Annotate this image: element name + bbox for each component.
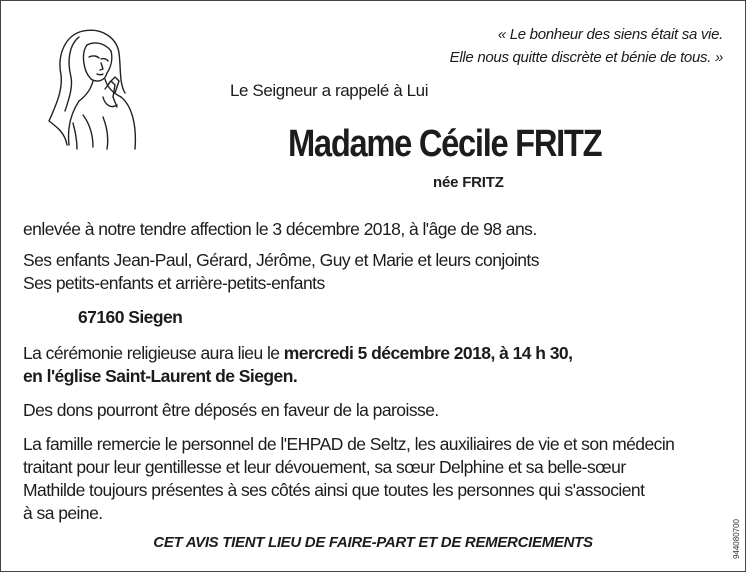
- family-line-1: Ses enfants Jean-Paul, Gérard, Jérôme, Guy et Marie et leurs conjoints: [23, 250, 539, 270]
- ceremony-date: mercredi 5 décembre 2018, à 14 h 30,: [283, 343, 573, 363]
- deceased-name: Madame Cécile FRITZ: [288, 123, 602, 165]
- ceremony-prefix: La cérémonie religieuse aura lieu le: [23, 343, 284, 363]
- maiden-name: née FRITZ: [433, 174, 504, 191]
- death-statement: enlevée à notre tendre affection le 3 décembre 2018, à l'âge de 98 ans.: [23, 219, 537, 239]
- thanks-line-2: traitant pour leur gentillesse et leur dévouement, sa sœur Delphine et sa belle-sœur: [23, 457, 626, 477]
- thanks-line-1: La famille remercie le personnel de l'EHPAD de Seltz, les auxiliaires de vie et son médecin: [23, 434, 675, 454]
- ceremony-place: en l'église Saint-Laurent de Siegen.: [23, 366, 298, 386]
- family-address: 67160 Siegen: [78, 307, 183, 327]
- reference-number: 944080700: [732, 518, 741, 559]
- quote-line-2: Elle nous quitte discrète et bénie de tous. »: [449, 49, 723, 66]
- footer-notice: CET AVIS TIENT LIEU DE FAIRE-PART ET DE REMERCIEMENTS: [153, 534, 593, 551]
- epitaph-quote: [450, 23, 723, 69]
- praying-madonna-illustration: [43, 23, 143, 153]
- thanks-line-4: à sa peine.: [23, 503, 103, 523]
- donations-line: Des dons pourront être déposés en faveur de la paroisse.: [23, 400, 439, 420]
- family-line-2: Ses petits-enfants et arrière-petits-enfants: [23, 273, 325, 293]
- intro-line: Le Seigneur a rappelé à Lui: [230, 81, 429, 100]
- quote-line-1: « Le bonheur des siens était sa vie.: [497, 26, 723, 43]
- ceremony-line-1: [23, 342, 572, 365]
- thanks-line-3: Mathilde toujours présentes à ses côtés ainsi que toutes les personnes qui s'associent: [23, 480, 645, 500]
